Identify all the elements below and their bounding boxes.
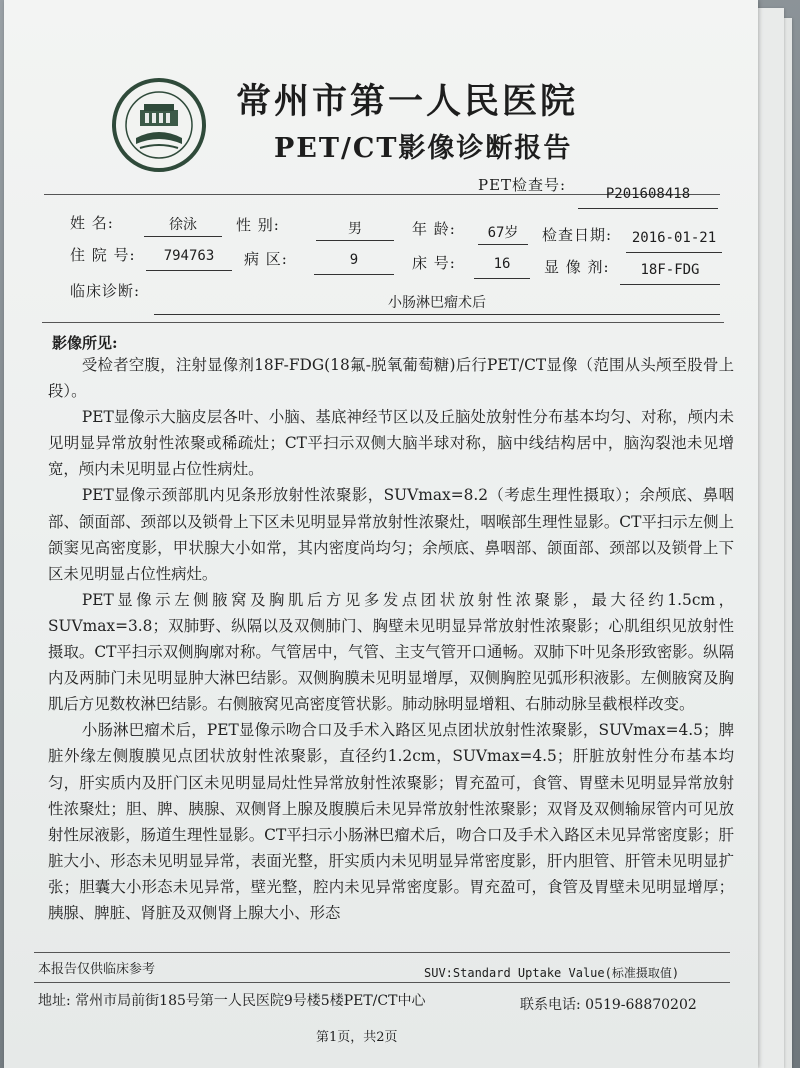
report-title: PET/CT影像诊断报告: [274, 133, 573, 164]
disclaimer: 本报告仅供临床参考: [38, 962, 156, 977]
inpatient-no-value: 794763: [163, 248, 215, 264]
bed-value: 16: [493, 256, 511, 272]
exam-date-value: 2016-01-21: [631, 230, 717, 246]
report-page: [4, 0, 758, 1068]
findings-paragraph: 小肠淋巴瘤术后，PET显像示吻合口及手术入路区见点团状放射性浓聚影，SUVmax=4.5；脾脏外缘左侧腹膜见点团状放射性浓聚影，直径约1.2cm，SUVmax=4.5；肝脏放射性分布基本均匀，肝实质内及肝门区未见明显局灶性异常放射性浓聚影；胃充盈可，食管、胃壁未见明显异常放射性浓聚灶；胆、脾、胰腺、双侧肾上腺及腹膜后未见异常放射性浓聚影；双肾及双侧输尿管内可见放射性尿液影，肠道生理性显影。CT平扫示小肠淋巴瘤术后，吻合口及手术入路区未见异常密度影；肝脏大小、形态未见明显异常，表面光整，肝实质内未见明显异常密度影，肝内胆管、肝管未见明显扩张；胆囊大小形态未见异常，壁光整，腔内未见异常密度影。胃充盈可，食管及胃壁未见明显增厚；胰腺、脾脏、肾脏及双侧肾上腺大小、形态: [48, 721, 734, 922]
exam-no-label: PET检查号:: [478, 176, 567, 194]
hospital-logo: [112, 78, 206, 172]
ward-label: 病 区:: [244, 250, 288, 268]
findings-paragraph: 受检者空腹，注射显像剂18F-FDG(18氟-脱氧葡萄糖)后行PET/CT显像（范围从头颅至股骨上段）。: [48, 356, 734, 401]
findings-heading: 影像所见:: [52, 334, 118, 352]
inpatient-no-underline: [146, 270, 232, 271]
agent-label: 显 像 剂:: [544, 258, 610, 276]
info-divider: [42, 322, 724, 323]
age-label: 年 龄:: [412, 220, 456, 238]
footer-divider: [34, 952, 730, 953]
name-underline: [144, 236, 222, 237]
bed-underline: [474, 278, 530, 279]
exam-date-underline: [626, 252, 722, 253]
footer-divider: [34, 982, 730, 983]
findings-paragraph: PET显像示大脑皮层各叶、小脑、基底神经节区以及丘脑处放射性分布基本均匀、对称，颅内未见明显异常放射性浓聚或稀疏灶；CT平扫示双侧大脑半球对称，脑中线结构居中，脑沟裂池未见增宽，颅内未见明显占位性病灶。: [48, 408, 734, 479]
page-number: 第1页，共2页: [316, 1030, 398, 1045]
ward-value: 9: [349, 252, 359, 268]
diagnosis-label: 临床诊断:: [70, 282, 141, 300]
findings-paragraph: PET显像示左侧腋窝及胸肌后方见多发点团状放射性浓聚影，最大径约1.5cm，SUVmax=3.8；双肺野、纵隔以及双侧肺门、胸壁未见明显异常放射性浓聚影；心肌组织见放射性摄取。CT平扫示双侧胸廓对称。气管居中，气管、主支气管开口通畅。双肺下叶见条形致密影。纵隔内及两肺门未见明显肿大淋巴结影。双侧胸膜未见明显增厚，双侧胸腔见弧形积液影。左侧腋窝及胸肌后方见数枚淋巴结影。右侧腋窝见高密度管状影。肺动脉明显增粗、右肺动脉呈截根样改变。: [48, 590, 734, 714]
ward-underline: [314, 274, 394, 275]
name-label: 姓 名:: [70, 214, 114, 232]
exam-no-underline: [578, 208, 718, 209]
hospital-name: 常州市第一人民医院: [236, 81, 579, 122]
sex-value: 男: [348, 221, 362, 237]
agent-underline: [620, 284, 720, 285]
bed-label: 床 号:: [412, 254, 456, 272]
exam-no-value: P201608418: [605, 186, 691, 202]
phone: 联系电话: 0519-68870202: [520, 997, 697, 1013]
findings-body: [48, 352, 734, 926]
name-value: 徐泳: [169, 217, 197, 233]
suv-note: SUV:Standard Uptake Value(标准摄取值): [424, 966, 680, 980]
diagnosis-underline: [154, 314, 720, 315]
inpatient-no-label: 住 院 号:: [70, 246, 136, 264]
age-value: 67岁: [487, 225, 519, 241]
agent-value: 18F-FDG: [640, 262, 700, 278]
sex-label: 性 别:: [236, 216, 280, 234]
diagnosis-value: 小肠淋巴瘤术后: [388, 295, 486, 311]
sex-underline: [316, 240, 394, 241]
address: 地址: 常州市局前街185号第一人民医院9号楼5楼PET/CT中心: [38, 993, 426, 1009]
age-underline: [478, 244, 528, 245]
exam-date-label: 检查日期:: [542, 226, 613, 244]
findings-paragraph: PET显像示颈部肌内见条形放射性浓聚影，SUVmax=8.2（考虑生理性摄取）；余颅底、鼻咽部、颌面部、颈部以及锁骨上下区未见明显异常放射性浓聚灶，咽喉部生理性显影。CT平扫示左侧上颌窦见高密度影，甲状腺大小如常，其内密度尚均匀；余颅底、鼻咽部、颌面部、颈部以及锁骨上下区未见明显占位性病灶。: [48, 486, 734, 583]
